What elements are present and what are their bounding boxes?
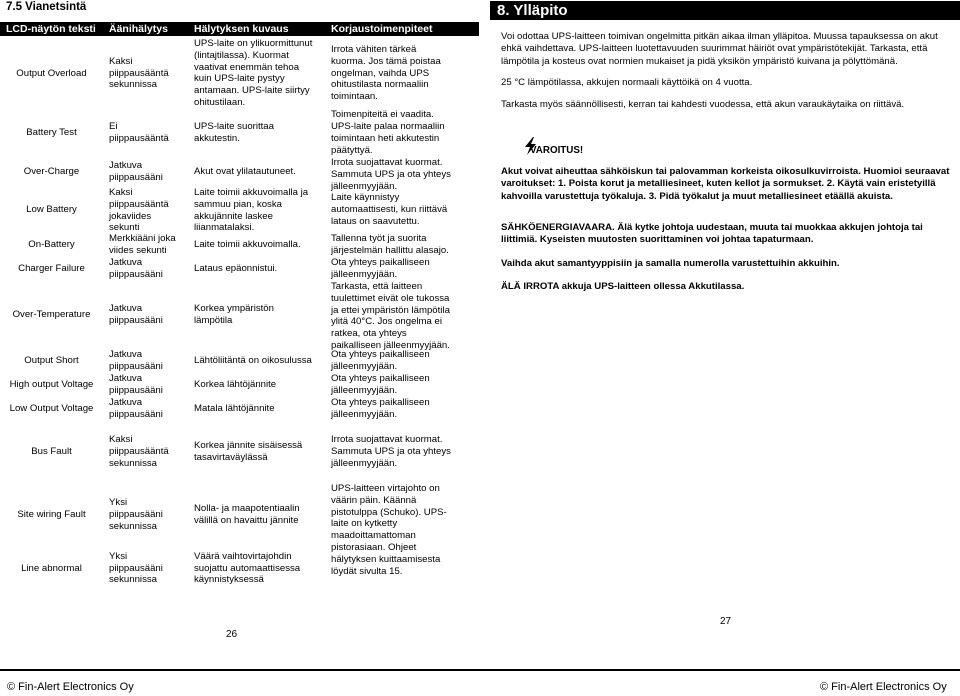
description-cell: Matala lähtöjännite [194,403,275,415]
action-cell: Ota yhteys paikalliseen jälleenmyyjään. [331,373,430,396]
warning-text-1: Akut voivat aiheuttaa sähköiskun tai palovamman korkeista oikosulkuvirroista. Huomioi seuraavat varoitukset: 1. Poista korut ja metalliesineet, kuten kellot ja sormukset. 2. Käytä vain eristetyillä kahvoilla varustettuja työkaluja. 3. Pidä työkalut ja muut metalliesineet etäällä akuista. [501,166,950,202]
alarm-cell: Jatkuva piippausääni [109,397,163,420]
lcd-cell: Low Battery [26,204,77,216]
lcd-cell: Battery Test [26,127,77,139]
action-cell: Tarkasta, että laitteen tuulettimet eivät ole tukossa ja ettei ympäristön lämpötila ylitä 40°C. Jos ongelma ei ratkea, ota yhteys paikalliseen jälleenmyyjään. [331,281,450,351]
description-cell: Laite toimii akkuvoimalla. [194,239,301,251]
alarm-cell: Jatkuva piippausääni [109,373,163,396]
lcd-cell: Bus Fault [31,446,72,458]
page-number-right: 27 [720,616,732,627]
footer-divider [0,669,960,671]
lcd-cell: High output Voltage [9,379,94,391]
action-cell: Toimenpiteitä ei vaadita. UPS-laite palaa normaaliin toimintaan heti akkutestin päätyttyä. [331,109,445,156]
description-cell: Korkea ympäristön lämpötila [194,303,274,326]
footer-right: © Fin-Alert Electronics Oy [820,681,947,693]
lcd-cell: Low Output Voltage [9,403,94,415]
action-cell: Tallenna työt ja suorita järjestelmän hallittu alasajo. [331,233,449,256]
action-cell: Laite käynnistyy automaattisesti, kun riittävä lataus on saavutettu. [331,192,448,227]
maintenance-paragraph-1: Voi odottaa UPS-laitteen toimivan ongelmitta pitkän aikaa ilman ylläpitoa. Muussa tapauksessa on akut ehkä vaihdettava. UPS-laitteen luotettavuuden suurimmat häiriöt ovat ympäristötekijät. Tarkasta, että lämpötila ja kosteus ovat normien mukaiset ja pidä yksikön ympäristö kuivana ja pölyttömänä. [501,31,938,67]
section-title: 7.5 Vianetsintä [6,1,87,13]
action-cell: UPS-laitteen virtajohto on väärin päin. Käännä pistotulppa (Schuko). UPS- laite on kytketty maadoittamattoman pistorasiaan. Ohjeet hälytyksen kuittaamisesta löydät sivulta 15. [331,483,447,577]
alarm-cell: Kaksi piippausääntä jokaviides sekunti [109,187,169,234]
lcd-cell: Output Short [24,355,79,367]
alarm-cell: Jatkuva piippausääni [109,160,163,183]
header-description: Hälytyksen kuvaus [194,23,289,35]
lcd-cell: Over-Charge [23,166,80,178]
action-cell: Ota yhteys paikalliseen jälleenmyyjään. [331,257,430,280]
description-cell: Nolla- ja maapotentiaalin välillä on havaittu jännite [194,503,300,526]
alarm-cell: Kaksi piippausääntä sekunnissa [109,434,169,469]
action-cell: Irrota suojattavat kuormat. Sammuta UPS ja ota yhteys jälleenmyyjään. [331,434,451,469]
maintenance-header: 8. Ylläpito [490,1,960,20]
alarm-cell: Yksi piippausääni sekunnissa [109,550,163,586]
footer-left: © Fin-Alert Electronics Oy [7,681,134,693]
warning-text-4: ÄLÄ IRROTA akkuja UPS-laitteen ollessa Akkutilassa. [501,281,745,292]
lcd-cell: On-Battery [28,239,75,251]
description-cell: Akut ovat ylilatautuneet. [194,166,296,178]
header-lcd-text: LCD-näytön teksti [6,23,96,35]
header-actions: Korjaustoimenpiteet [331,23,433,35]
warning-text-3: Vaihda akut samantyyppisiin ja samalla numerolla varustettuihin akkuihin. [501,258,840,269]
lcd-cell: Line abnormal [21,562,82,574]
description-cell: Korkea jännite sisäisessä tasavirtaväylässä [194,440,303,463]
action-cell: Ota yhteys paikalliseen jälleenmyyjään. [331,349,430,372]
maintenance-paragraph-3: Tarkasta myös säännöllisesti, kerran tai kahdesti vuodessa, että akun varaukäytaika on riittävä. [501,99,905,110]
lcd-cell: Site wiring Fault [17,509,86,521]
action-cell: Irrota vähiten tärkeä kuorma. Jos tämä poistaa ongelman, vaihda UPS ohitustilasta normaaliin toimintaan. [331,44,441,103]
alarm-cell: Jatkuva piippausääni [109,349,163,372]
alarm-cell: Merkkiääni joka viides sekunti [109,233,176,256]
alarm-cell: Ei piippausääntä [109,121,169,144]
header-alarm: Äänihälytys [109,23,168,35]
description-cell: Korkea lähtöjännite [194,379,277,391]
alarm-cell: Jatkuva piippausääni [109,257,163,280]
action-cell: Irrota suojattavat kuormat. Sammuta UPS ja ota yhteys jälleenmyyjään. [331,157,451,192]
page-number-left: 26 [226,629,238,640]
alarm-cell: Kaksi piippausääntä sekunnissa [109,55,169,91]
description-cell: Laite toimii akkuvoimalla ja sammuu pian, koska akkujännite laskee liianmatalaksi. [194,187,309,234]
table-header [0,22,479,36]
description-cell: UPS-laite on ylikuormittunut (lintajtilassa). Kuormat vaativat enemmän tehoa kuin UPS-laite pystyy antamaan. UPS-laite siirtyy ohitustilaan. [194,38,313,109]
description-cell: Lataus epäonnistui. [194,263,278,275]
lcd-cell: Over-Temperature [12,309,91,321]
maintenance-paragraph-2: 25 °C lämpötilassa, akkujen normaali käyttöikä on 4 vuotta. [501,77,753,88]
lcd-cell: Charger Failure [18,263,85,275]
warning-label: VAROITUS! [530,145,584,156]
description-cell: Lähtöliitäntä on oikosulussa [194,355,312,367]
warning-text-2: SÄHKÖENERGIAVAARA. Älä kytke johtoja uudestaan, muuta tai muokkaa akkujen johtoja tai liittimiä. Kyseisten muutosten suorittaminen voi johtaa tapaturmaan. [501,222,923,246]
alarm-cell: Yksi piippausääni sekunnissa [109,497,163,532]
lcd-cell: Output Overload [16,67,87,79]
alarm-cell: Jatkuva piippausääni [109,303,163,326]
description-cell: Väärä vaihtovirtajohdin suojattu automaattisessa käynnistyksessä [194,550,301,586]
action-cell: Ota yhteys paikalliseen jälleenmyyjään. [331,397,430,420]
description-cell: UPS-laite suorittaa akkutestin. [194,121,274,144]
